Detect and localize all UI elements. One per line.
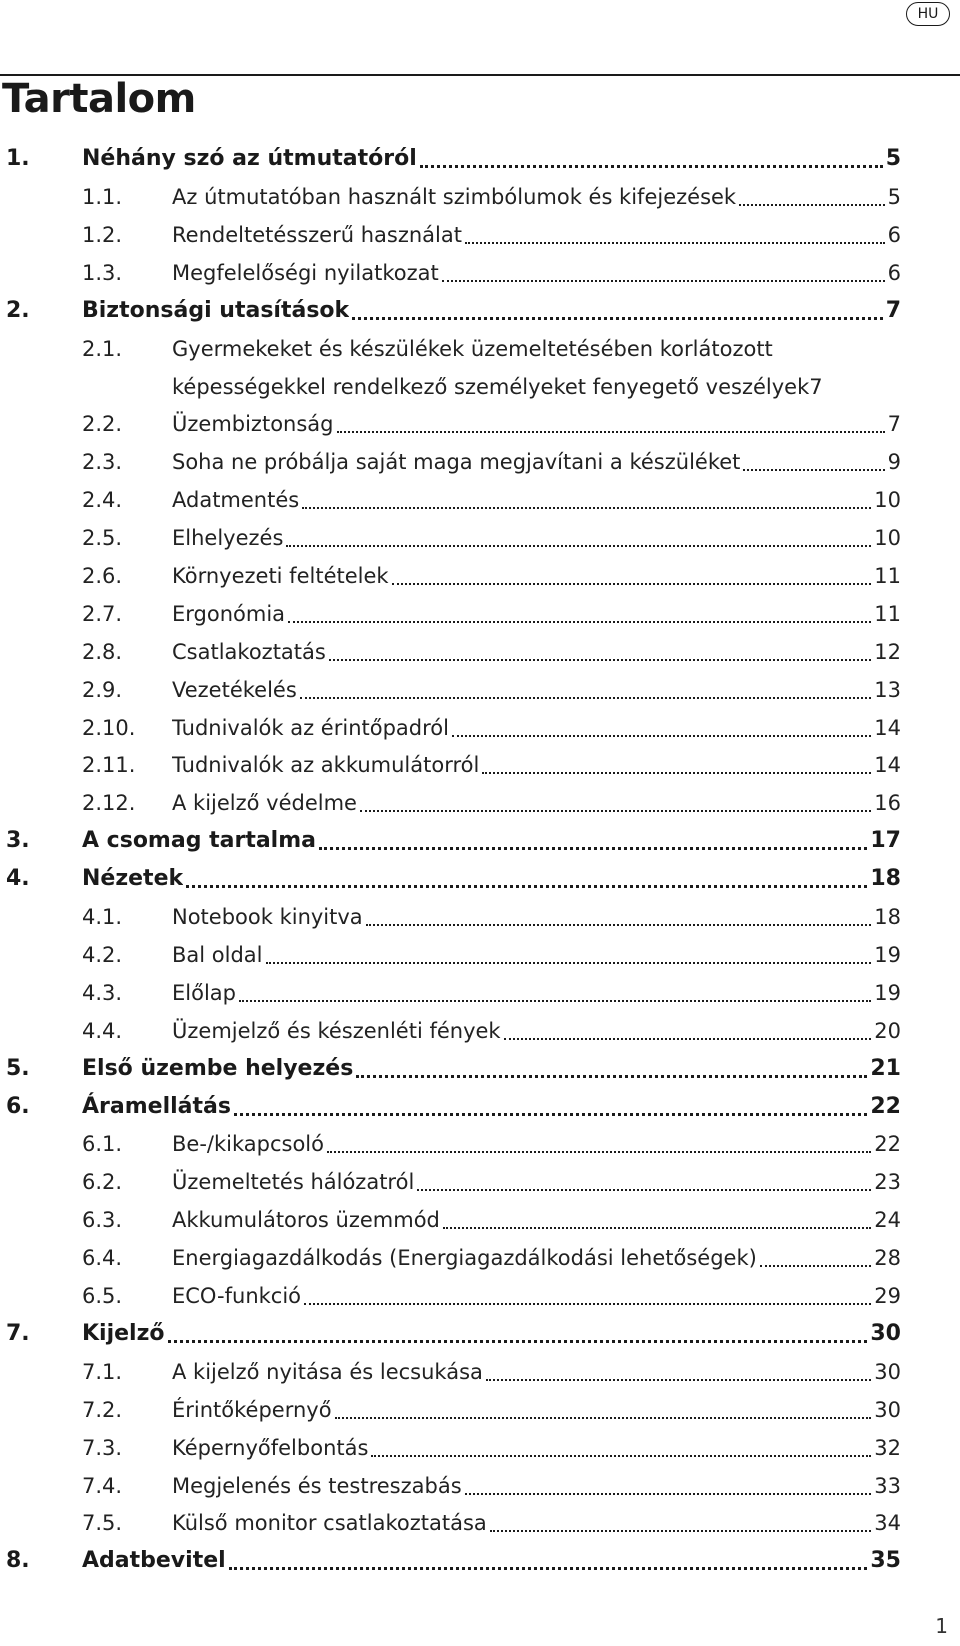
toc-dot-leader xyxy=(288,621,871,623)
toc-number: 4.3. xyxy=(82,980,123,1005)
toc-number: 7.2. xyxy=(82,1397,123,1422)
toc-page-number: 10 xyxy=(874,488,901,513)
toc-label: Elhelyezés xyxy=(172,526,284,550)
toc-page-number: 5 xyxy=(887,184,901,209)
toc-label: Tudnivalók az akkumulátorról xyxy=(172,753,480,778)
toc-dot-leader xyxy=(486,1379,871,1381)
toc-section[interactable] xyxy=(82,1277,901,1315)
toc-number: 1.3. xyxy=(82,260,123,285)
toc-dot-leader xyxy=(335,1417,872,1419)
toc-label: A csomag tartalma xyxy=(82,828,316,854)
toc-page-number: 7 xyxy=(809,374,823,399)
toc-number: 2.3. xyxy=(82,450,123,475)
toc-number: 6.4. xyxy=(82,1246,123,1271)
toc-number: 4.2. xyxy=(82,942,123,967)
toc-page-number: 11 xyxy=(874,563,901,588)
toc-label: Áramellátás xyxy=(82,1093,231,1119)
toc-section[interactable] xyxy=(82,1353,901,1391)
toc-page-number: 18 xyxy=(874,905,901,929)
toc-number: 4.1. xyxy=(82,905,123,929)
toc-dot-leader xyxy=(392,583,872,585)
toc-dot-leader xyxy=(504,1038,872,1040)
toc-label: Környezeti feltételek xyxy=(172,563,389,588)
toc-chapter[interactable] xyxy=(6,1542,901,1580)
toc-dot-leader xyxy=(304,1303,871,1305)
toc-page-number: 30 xyxy=(874,1359,901,1384)
toc-page-number: 29 xyxy=(874,1284,901,1308)
toc-number: 2.4. xyxy=(82,488,123,513)
toc-section[interactable] xyxy=(82,330,901,406)
toc-label: Képernyőfelbontás xyxy=(172,1435,369,1460)
toc-section[interactable] xyxy=(82,784,901,822)
toc-page-number: 34 xyxy=(874,1511,901,1536)
toc-chapter[interactable] xyxy=(6,822,901,860)
toc-label: Üzemeltetés hálózatról xyxy=(172,1170,415,1195)
toc-number: 2.1. xyxy=(82,336,123,361)
toc-number: 1. xyxy=(6,146,30,171)
toc-page-number: 14 xyxy=(874,753,901,778)
toc-label: Első üzembe helyezés xyxy=(82,1055,354,1081)
toc-label: A kijelző védelme xyxy=(172,791,357,816)
toc-dot-leader xyxy=(186,885,867,888)
toc-section[interactable] xyxy=(82,671,901,709)
toc-number: 6.2. xyxy=(82,1170,123,1195)
toc-dot-leader xyxy=(482,772,871,774)
toc-page-number: 17 xyxy=(870,828,901,854)
toc-label: Ergonómia xyxy=(172,601,286,626)
toc-section[interactable] xyxy=(82,443,901,481)
toc-page-number: 24 xyxy=(874,1208,901,1233)
toc-number: 2.5. xyxy=(82,526,123,550)
toc-dot-leader xyxy=(337,431,885,433)
toc-page-number: 14 xyxy=(874,715,901,740)
toc-section[interactable] xyxy=(82,405,901,443)
toc-section[interactable] xyxy=(82,1239,901,1277)
toc-dot-leader xyxy=(760,1265,871,1267)
toc-chapter[interactable] xyxy=(6,1088,901,1126)
toc-label: Megfelelőségi nyilatkozat xyxy=(172,260,439,285)
toc-number: 7.4. xyxy=(82,1473,123,1498)
toc-label: Üzembiztonság xyxy=(172,412,334,437)
toc-number: 7. xyxy=(6,1320,30,1346)
toc-dot-leader xyxy=(443,1227,871,1229)
toc-number: 2.6. xyxy=(82,563,123,588)
toc-page-number: 9 xyxy=(887,450,901,475)
toc-label: A kijelző nyitása és lecsukása xyxy=(172,1359,483,1384)
toc-label-continued: képességekkel rendelkező személyeket fenyegető veszélyek xyxy=(172,374,810,399)
toc-label: Adatmentés xyxy=(172,488,300,513)
toc-dot-leader xyxy=(329,659,871,661)
toc-number: 2.11. xyxy=(82,753,136,778)
toc-number: 7.1. xyxy=(82,1359,123,1384)
toc-page-number: 11 xyxy=(874,601,901,626)
toc-section[interactable] xyxy=(82,557,901,595)
toc-label: Néhány szó az útmutatóról xyxy=(82,146,417,171)
toc-chapter[interactable] xyxy=(6,860,901,898)
toc-page-number: 23 xyxy=(874,1170,901,1195)
toc-page-number: 33 xyxy=(874,1473,901,1498)
toc-page-number: 10 xyxy=(874,526,901,550)
toc-page-number: 30 xyxy=(874,1397,901,1422)
toc-section[interactable] xyxy=(82,1125,901,1163)
toc-number: 6.1. xyxy=(82,1132,123,1157)
toc-section[interactable] xyxy=(82,1012,901,1050)
toc-number: 1.1. xyxy=(82,184,123,209)
toc-section[interactable] xyxy=(82,254,901,292)
toc-page-number: 6 xyxy=(887,260,901,285)
page-title: Tartalom xyxy=(2,76,196,122)
toc-label: Gyermekeket és készülékek üzemeltetésében korlátozott xyxy=(172,336,773,361)
toc-label: Kijelző xyxy=(82,1320,165,1346)
toc-page-number: 35 xyxy=(870,1548,901,1574)
toc-label: Vezetékelés xyxy=(172,677,297,702)
toc-number: 3. xyxy=(6,828,30,854)
toc-section[interactable] xyxy=(82,746,901,784)
toc-page-number: 7 xyxy=(885,297,901,323)
toc-number: 6.5. xyxy=(82,1284,123,1308)
toc-label: Biztonsági utasítások xyxy=(82,297,350,323)
toc-label: Nézetek xyxy=(82,866,184,892)
toc-chapter[interactable] xyxy=(6,140,901,178)
toc-number: 2.7. xyxy=(82,601,123,626)
toc-label: Soha ne próbálja saját maga megjavítani a készüléket xyxy=(172,450,741,475)
toc-page-number: 30 xyxy=(870,1320,901,1346)
toc-page-number: 12 xyxy=(874,639,901,664)
toc-chapter[interactable] xyxy=(6,292,901,330)
toc-section[interactable] xyxy=(82,1163,901,1201)
toc-label: Üzemjelző és készenléti fények xyxy=(172,1018,501,1043)
toc-label: Érintőképernyő xyxy=(172,1397,332,1422)
toc-dot-leader xyxy=(168,1340,868,1343)
toc-dot-leader xyxy=(452,735,871,737)
toc-section[interactable] xyxy=(82,974,901,1012)
toc-dot-leader xyxy=(371,1455,871,1457)
toc-label: Notebook kinyitva xyxy=(172,905,363,929)
toc-dot-leader xyxy=(465,242,885,244)
toc-page-number: 7 xyxy=(887,412,901,437)
toc-section[interactable] xyxy=(82,1391,901,1429)
toc-label: Tudnivalók az érintőpadról xyxy=(172,715,449,740)
toc-label: Akkumulátoros üzemmód xyxy=(172,1208,440,1233)
toc-label: Az útmutatóban használt szimbólumok és kifejezések xyxy=(172,184,737,209)
toc-page-number: 22 xyxy=(870,1093,901,1119)
language-badge: HU xyxy=(906,2,950,26)
toc-section[interactable] xyxy=(82,1467,901,1505)
toc-page-number: 5 xyxy=(885,146,901,171)
toc-dot-leader xyxy=(302,507,871,509)
toc-label: Rendeltetésszerű használat xyxy=(172,222,462,247)
toc-dot-leader xyxy=(352,317,883,320)
toc-label: ECO-funkció xyxy=(172,1284,302,1308)
toc-dot-leader xyxy=(356,1075,867,1078)
toc-label: Előlap xyxy=(172,980,236,1005)
toc-dot-leader xyxy=(234,1113,867,1116)
toc-dot-leader xyxy=(300,697,871,699)
toc-page-number: 32 xyxy=(874,1435,901,1460)
toc-number: 2. xyxy=(6,297,30,323)
toc-number: 6.3. xyxy=(82,1208,123,1233)
toc-page-number: 19 xyxy=(874,980,901,1005)
toc-dot-leader xyxy=(417,1189,871,1191)
toc-page-number: 20 xyxy=(874,1018,901,1043)
toc-page-number: 13 xyxy=(874,677,901,702)
toc-section[interactable] xyxy=(82,216,901,254)
toc-dot-leader xyxy=(360,810,871,812)
toc-number: 8. xyxy=(6,1548,30,1574)
toc-section[interactable] xyxy=(82,595,901,633)
toc-number: 2.12. xyxy=(82,791,136,816)
toc-section[interactable] xyxy=(82,178,901,216)
toc-section[interactable] xyxy=(82,898,901,936)
toc-number: 4. xyxy=(6,866,30,892)
toc-page-number: 21 xyxy=(870,1055,901,1081)
toc-page-number: 18 xyxy=(870,866,901,892)
toc-dot-leader xyxy=(327,1151,871,1153)
toc-dot-leader xyxy=(366,924,872,926)
toc-section[interactable] xyxy=(82,519,901,557)
toc-chapter[interactable] xyxy=(6,1050,901,1088)
toc-number: 2.10. xyxy=(82,715,136,740)
toc-label: Energiagazdálkodás (Energiagazdálkodási lehetőségek) xyxy=(172,1246,757,1271)
toc-dot-leader xyxy=(266,962,872,964)
toc-number: 2.8. xyxy=(82,639,123,664)
toc-dot-leader xyxy=(739,204,885,206)
toc-label: Bal oldal xyxy=(172,942,263,967)
toc-section[interactable] xyxy=(82,936,901,974)
toc-number: 6. xyxy=(6,1093,30,1119)
toc-page-number: 28 xyxy=(874,1246,901,1271)
toc-section[interactable] xyxy=(82,1429,901,1467)
toc-dot-leader xyxy=(286,545,871,547)
toc-label: Adatbevitel xyxy=(82,1548,226,1574)
toc-number: 2.2. xyxy=(82,412,123,437)
toc-section[interactable] xyxy=(82,1504,901,1542)
toc-page-number: 19 xyxy=(874,942,901,967)
toc-chapter[interactable] xyxy=(6,1315,901,1353)
page-number: 1 xyxy=(935,1614,948,1638)
toc-dot-leader xyxy=(420,165,883,168)
toc-number: 1.2. xyxy=(82,222,123,247)
toc-number: 7.5. xyxy=(82,1511,123,1536)
toc-dot-leader xyxy=(442,280,885,282)
toc-dot-leader xyxy=(490,1530,872,1532)
toc-number: 4.4. xyxy=(82,1018,123,1043)
toc-dot-leader xyxy=(465,1493,872,1495)
toc-section[interactable] xyxy=(82,1201,901,1239)
toc-dot-leader xyxy=(229,1567,868,1570)
toc-label: Be-/kikapcsoló xyxy=(172,1132,324,1157)
toc-section[interactable] xyxy=(82,633,901,671)
toc-label: Megjelenés és testreszabás xyxy=(172,1473,462,1498)
toc-label: Csatlakoztatás xyxy=(172,639,326,664)
toc-section[interactable] xyxy=(82,709,901,747)
toc-dot-leader xyxy=(319,847,867,850)
toc-page-number: 16 xyxy=(874,791,901,816)
toc-dot-leader xyxy=(239,1000,871,1002)
toc-label: Külső monitor csatlakoztatása xyxy=(172,1511,487,1536)
toc-number: 2.9. xyxy=(82,677,123,702)
toc-page-number: 6 xyxy=(887,222,901,247)
toc-section[interactable] xyxy=(82,481,901,519)
toc-page-number: 22 xyxy=(874,1132,901,1157)
toc-dot-leader xyxy=(743,469,884,471)
toc-number: 5. xyxy=(6,1055,30,1081)
toc-number: 7.3. xyxy=(82,1435,123,1460)
